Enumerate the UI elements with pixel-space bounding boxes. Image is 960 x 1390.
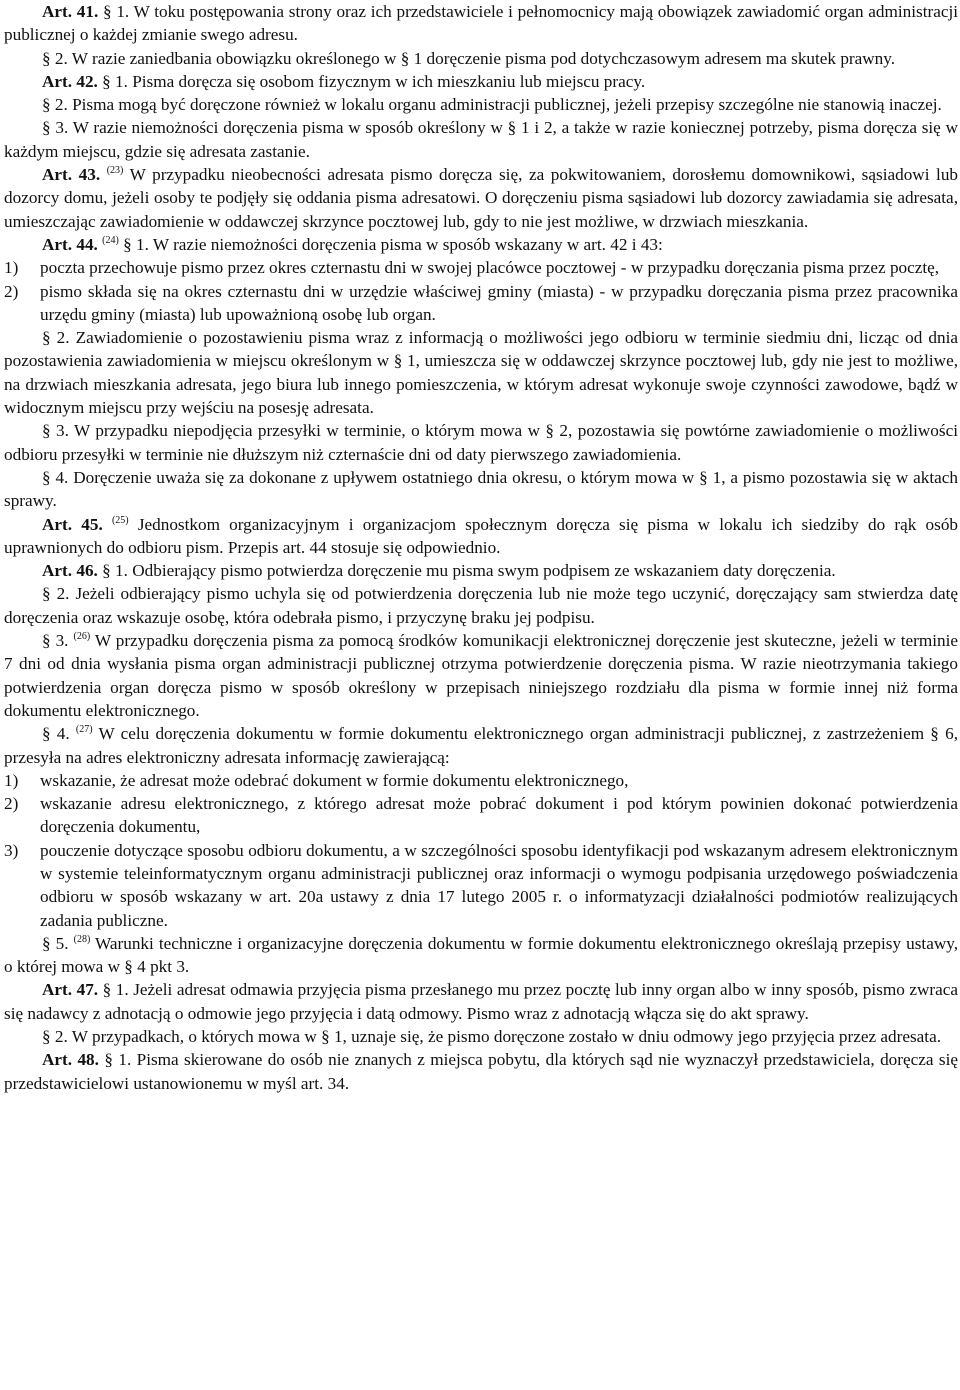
list-number: 2) <box>4 281 19 301</box>
paragraph-art47-s2 <box>4 1025 958 1048</box>
section-number: § 3. <box>42 631 69 651</box>
paragraph-art46-s1 <box>4 559 958 582</box>
paragraph-art44-s3 <box>4 419 958 466</box>
paragraph-art48-s1 <box>4 1048 958 1095</box>
paragraph-art44-s1 <box>4 233 958 256</box>
footnote-ref: (28) <box>73 933 91 945</box>
footnote-ref: (23) <box>106 165 124 177</box>
paragraph-art46-s3 <box>4 629 958 722</box>
list-number: 2) <box>4 794 19 814</box>
list-number: 3) <box>4 840 19 860</box>
article-number: Art. 41. <box>42 2 99 21</box>
document-page <box>4 0 958 1095</box>
footnote-ref: (24) <box>102 234 119 246</box>
article-number: Art. 44. <box>42 234 98 254</box>
paragraph-text: § 2. Jeżeli odbierający pismo uchyla się od potwierdzenia doręczenia lub nie może tego uczynić, doręczający sam stwierdza datę doręczenia oraz wskazuje osobę, która odebrała pismo, i przyczynę braku jej podpisu. <box>4 584 958 627</box>
article-number: Art. 48. <box>42 1050 99 1070</box>
paragraph-text: Warunki techniczne i organizacyjne doręczenia dokumentu w formie dokumentu elektronicznego określają przepisy ustawy, o której mowa w § 4 pkt 3. <box>4 933 959 977</box>
paragraph-art46-s5 <box>4 932 958 979</box>
list-item <box>4 280 958 327</box>
paragraph-text: § 2. Zawiadomienie o pozostawieniu pisma wraz z informacją o możliwości jego odbioru w terminie siedmiu dni, licząc od dnia pozostawienia zawiadomienia w miejscu określonym w § 1, umieszcza się w oddawczej skrzynce pocztowej lub, gdy nie jest to możliwe, na drzwiach mieszkania adresata, jego biura lub innego pomieszczenia, w którym adresat wykonuje swoje czynności zawodowe, bądź w widocznym miejscu przy wejściu na posesję adresata. <box>4 328 958 418</box>
paragraph-text: § 4. Doręczenie uważa się za dokonane z upływem ostatniego dnia okresu, o którym mowa w § 1, a pismo pozostawia się w aktach sprawy. <box>4 467 958 511</box>
paragraph-art46-s4 <box>4 722 958 769</box>
paragraph-text: § 1. Odbierający pismo potwierdza doręczenie mu pisma swym podpisem ze wskazaniem daty doręczenia. <box>97 561 836 581</box>
paragraph-art44-s2 <box>4 326 958 419</box>
article-number: Art. 43. <box>42 165 101 185</box>
paragraph-text: § 3. W razie niemożności doręczenia pisma w sposób określony w § 1 i 2, a także w razie koniecznej potrzeby, pisma doręcza się w każdym miejscu, gdzie się adresata zastanie. <box>4 118 958 161</box>
section-number: § 5. <box>42 933 69 953</box>
paragraph-text: § 1. W razie niemożności doręczenia pisma w sposób wskazany w art. 42 i 43: <box>118 234 663 254</box>
list-text: pismo składa się na okres czternastu dni w urzędzie właściwej gminy (miasta) - w przypadku doręczania pisma przez pracownika urzędu gminy (miasta) lub upoważnioną osobę lub organ. <box>40 281 958 324</box>
paragraph-art41-s1 <box>4 0 958 47</box>
paragraph-text: § 2. W przypadkach, o których mowa w § 1, uznaje się, że pismo doręczone zostało w dniu odmowy jego przyjęcia przez adresata. <box>42 1027 942 1047</box>
paragraph-text: W celu doręczenia dokumentu w formie dokumentu elektronicznego organ administracji publicznej, z zastrzeżeniem § 6, przesyła na adres elektroniczny adresata informację zawierającą: <box>4 724 958 767</box>
footnote-ref: (25) <box>111 514 129 526</box>
list-text: wskazanie, że adresat może odebrać dokument w formie dokumentu elektronicznego, <box>40 770 629 790</box>
paragraph-text: § 2. Pisma mogą być doręczone również w lokalu organu administracji publicznej, jeżeli przepisy szczególne nie stanowią inaczej. <box>42 95 942 115</box>
paragraph-art45 <box>4 513 958 560</box>
paragraph-art42-s3 <box>4 116 958 163</box>
paragraph-art43 <box>4 163 958 233</box>
paragraph-text: § 2. W razie zaniedbania obowiązku określonego w § 1 doręczenie pisma pod dotychczasowym adresem ma skutek prawny. <box>42 48 896 68</box>
list-item <box>4 769 958 792</box>
paragraph-art46-s2 <box>4 582 958 629</box>
section-number: § 4. <box>42 724 70 744</box>
list-text: wskazanie adresu elektronicznego, z którego adresat może pobrać dokument i pod którym powinien dokonać potwierdzenia doręczenia dokumentu, <box>40 794 958 837</box>
paragraph-text: § 1. Jeżeli adresat odmawia przyjęcia pisma przesłanego mu przez pocztę lub inny organ albo w inny sposób, pismo zwraca się nadawcy z adnotacją o odmowie jego przyjęcia i datą odmowy. Pismo wraz z adnotacją włącza się do akt sprawy. <box>4 980 958 1023</box>
paragraph-text: § 3. W przypadku niepodjęcia przesyłki w terminie, o którym mowa w § 2, pozostawia się powtórne zawiadomienie o możliwości odbioru przesyłki w terminie nie dłuższym niż czternaście dni od daty pierwszego zawiadomienia. <box>4 421 958 464</box>
list-text: pouczenie dotyczące sposobu odbioru dokumentu, a w szczególności sposobu identyfikacji pod wskazanym adresem elektronicznym w systemie teleinformatycznym organu administracji publicznej oraz informacji o wymogu podpisania urzędowego poświadczenia odbioru w sposób wskazany w art. 20a ustawy z dnia 17 lutego 2005 r. o informatyzacji działalności podmiotów realizujących zadania publiczne. <box>40 840 958 930</box>
paragraph-text: W przypadku nieobecności adresata pismo doręcza się, za pokwitowaniem, dorosłemu domownikowi, sąsiadowi lub dozorcy domu, jeżeli osoby te podjęły się oddania pisma adresatowi. O doręczeniu pisma sąsiadowi lub dozorcy zawiadamia się adresata, umieszczając zawiadomienie w oddawczej skrzynce pocztowej lub, gdy to nie jest możliwe, w drzwiach mieszkania. <box>4 165 959 231</box>
paragraph-art47-s1 <box>4 978 958 1025</box>
paragraph-art42-s2 <box>4 93 958 116</box>
article-number: Art. 46. <box>42 561 98 581</box>
list-number: 1) <box>4 258 19 278</box>
paragraph-art42-s1 <box>4 70 958 93</box>
paragraph-art41-s2 <box>4 47 958 70</box>
footnote-ref: (26) <box>73 631 91 643</box>
paragraph-text: § 1. W toku postępowania strony oraz ich przedstawiciele i pełnomocnicy mają obowiązek zawiadomić organ administracji publicznej o każdej zmianie swego adresu. <box>4 2 959 45</box>
footnote-ref: (27) <box>75 724 93 736</box>
list-item <box>4 839 958 932</box>
paragraph-art44-s4 <box>4 466 958 513</box>
paragraph-text: W przypadku doręczenia pisma za pomocą środków komunikacji elektronicznej doręczenie jest skuteczne, jeżeli w terminie 7 dni od dnia wysłania pisma organ administracji publicznej otrzyma potwierdzenie doręczenia pisma. W razie nieotrzymania takiego potwierdzenia organ doręcza pismo w sposób określony w przepisach niniejszego rozdziału dla pisma w formie innej niż forma dokumentu elektronicznego. <box>4 631 959 720</box>
article-number: Art. 45. <box>42 514 103 534</box>
article-number: Art. 42. <box>42 71 98 91</box>
list-item <box>4 792 958 839</box>
article-number: Art. 47. <box>42 980 99 1000</box>
paragraph-text: § 1. Pisma skierowane do osób nie znanych z miejsca pobytu, dla których sąd nie wyznaczył przedstawiciela, doręcza się przedstawicielowi ustanowionemu w myśl art. 34. <box>4 1050 958 1093</box>
list-number: 1) <box>4 770 19 790</box>
paragraph-text: § 1. Pisma doręcza się osobom fizycznym w ich mieszkaniu lub miejscu pracy. <box>97 71 646 91</box>
paragraph-text: Jednostkom organizacyjnym i organizacjom społecznym doręcza się pisma w lokalu ich siedziby do rąk osób uprawnionych do odbioru pism. Przepis art. 44 stosuje się odpowiednio. <box>4 514 959 557</box>
list-text: poczta przechowuje pismo przez okres czternastu dni w swojej placówce pocztowej - w przypadku doręczania pisma przez pocztę, <box>40 258 940 278</box>
list-item <box>4 256 958 279</box>
